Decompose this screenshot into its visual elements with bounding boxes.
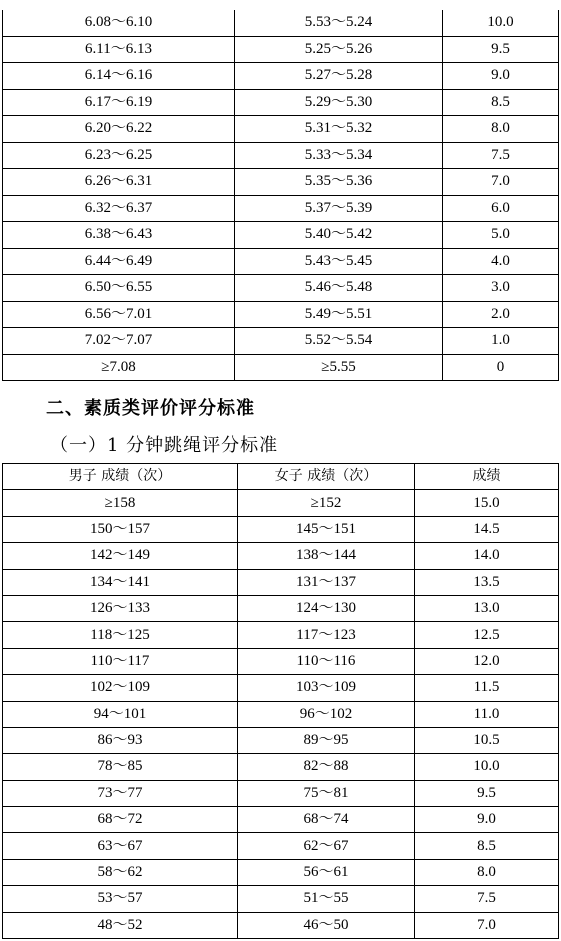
table-row [3, 10, 559, 36]
table-cell: 15.0 [415, 490, 559, 516]
table-cell: 63～67 [3, 833, 238, 859]
table-cell: 7.5 [415, 886, 559, 912]
run-score-table-body [3, 10, 559, 381]
table-row [3, 648, 559, 674]
table-cell: 126～133 [3, 595, 238, 621]
table-cell: ≥158 [3, 490, 238, 516]
table-cell: 5.35～5.36 [235, 169, 443, 196]
table-row [3, 807, 559, 833]
table-cell: 53～57 [3, 886, 238, 912]
table-row [3, 275, 559, 302]
table-cell: 0 [443, 354, 559, 381]
table-cell: 1.0 [443, 328, 559, 355]
table-cell: 9.5 [443, 36, 559, 63]
table-row [3, 622, 559, 648]
table-cell: 6.14～6.16 [3, 63, 235, 90]
table-cell: 138～144 [238, 543, 415, 569]
table-cell: 6.0 [443, 195, 559, 222]
table-row [3, 89, 559, 116]
table-cell: 102～109 [3, 675, 238, 701]
table-row [3, 569, 559, 595]
table-cell: 124～130 [238, 595, 415, 621]
table-cell: 7.0 [415, 912, 559, 938]
table-header-row [3, 464, 559, 490]
table-cell: 6.20～6.22 [3, 116, 235, 143]
table-cell: 8.5 [443, 89, 559, 116]
table-cell: 8.5 [415, 833, 559, 859]
table-row [3, 36, 559, 63]
table-cell: 11.0 [415, 701, 559, 727]
run-score-table [2, 10, 559, 381]
table-cell: 5.25～5.26 [235, 36, 443, 63]
table-row [3, 142, 559, 169]
table-cell: 5.37～5.39 [235, 195, 443, 222]
table-cell: 11.5 [415, 675, 559, 701]
table-cell: 48～52 [3, 912, 238, 938]
rope-skipping-score-table [2, 463, 559, 939]
table-cell: 117～123 [238, 622, 415, 648]
table-cell: 7.0 [443, 169, 559, 196]
table-cell: 110～116 [238, 648, 415, 674]
table-row [3, 701, 559, 727]
table-cell: 10.0 [443, 10, 559, 36]
table-cell: 12.0 [415, 648, 559, 674]
table-cell: 68～74 [238, 807, 415, 833]
header-points: 成绩 [415, 464, 559, 490]
table-row [3, 543, 559, 569]
table-cell: 86～93 [3, 727, 238, 753]
table-cell: 73～77 [3, 780, 238, 806]
table-cell: ≥7.08 [3, 354, 235, 381]
table-row [3, 490, 559, 516]
table-row [3, 248, 559, 275]
table-row [3, 195, 559, 222]
table-cell: 78～85 [3, 754, 238, 780]
table-cell: 118～125 [3, 622, 238, 648]
table-cell: 6.08～6.10 [3, 10, 235, 36]
table-cell: 5.43～5.45 [235, 248, 443, 275]
table-cell: 46～50 [238, 912, 415, 938]
table-row [3, 222, 559, 249]
table-cell: 10.5 [415, 727, 559, 753]
table-row [3, 912, 559, 938]
table-cell: 6.50～6.55 [3, 275, 235, 302]
table-cell: ≥5.55 [235, 354, 443, 381]
subsection-heading: （一）1 分钟跳绳评分标准 [50, 435, 279, 456]
table-cell: 131～137 [238, 569, 415, 595]
table-cell: 5.0 [443, 222, 559, 249]
table-row [3, 727, 559, 753]
table-cell: 9.0 [415, 807, 559, 833]
table-cell: 51～55 [238, 886, 415, 912]
table-cell: 5.33～5.34 [235, 142, 443, 169]
table-cell: 14.5 [415, 516, 559, 542]
table-row [3, 516, 559, 542]
table-cell: 2.0 [443, 301, 559, 328]
table-cell: ≥152 [238, 490, 415, 516]
section-heading: 二、素质类评价评分标准 [46, 398, 255, 419]
table-cell: 56～61 [238, 859, 415, 885]
table-cell: 142～149 [3, 543, 238, 569]
table-cell: 75～81 [238, 780, 415, 806]
table-cell: 3.0 [443, 275, 559, 302]
table-cell: 96～102 [238, 701, 415, 727]
table-row [3, 886, 559, 912]
table-cell: 62～67 [238, 833, 415, 859]
table-cell: 6.44～6.49 [3, 248, 235, 275]
table-row [3, 354, 559, 381]
table-cell: 110～117 [3, 648, 238, 674]
table-cell: 5.53～5.24 [235, 10, 443, 36]
table-row [3, 859, 559, 885]
table-cell: 14.0 [415, 543, 559, 569]
table-cell: 9.0 [443, 63, 559, 90]
table-row [3, 833, 559, 859]
header-female-score: 女子 成绩（次） [238, 464, 415, 490]
table-cell: 5.29～5.30 [235, 89, 443, 116]
table-row [3, 63, 559, 90]
table-cell: 58～62 [3, 859, 238, 885]
table-cell: 134～141 [3, 569, 238, 595]
table-row [3, 301, 559, 328]
table-cell: 6.38～6.43 [3, 222, 235, 249]
header-male-score: 男子 成绩（次） [3, 464, 238, 490]
table-cell: 5.49～5.51 [235, 301, 443, 328]
table-row [3, 780, 559, 806]
table-cell: 6.11～6.13 [3, 36, 235, 63]
table-cell: 12.5 [415, 622, 559, 648]
table-row [3, 754, 559, 780]
table-cell: 4.0 [443, 248, 559, 275]
table-cell: 6.17～6.19 [3, 89, 235, 116]
table-cell: 6.56～7.01 [3, 301, 235, 328]
table-cell: 94～101 [3, 701, 238, 727]
rope-skipping-table-body [3, 464, 559, 939]
table-cell: 13.0 [415, 595, 559, 621]
table-row [3, 328, 559, 355]
table-cell: 103～109 [238, 675, 415, 701]
table-cell: 7.02～7.07 [3, 328, 235, 355]
table-cell: 7.5 [443, 142, 559, 169]
table-cell: 5.52～5.54 [235, 328, 443, 355]
table-cell: 6.32～6.37 [3, 195, 235, 222]
table-cell: 8.0 [415, 859, 559, 885]
table-cell: 5.27～5.28 [235, 63, 443, 90]
table-cell: 145～151 [238, 516, 415, 542]
table-cell: 10.0 [415, 754, 559, 780]
table-cell: 9.5 [415, 780, 559, 806]
table-cell: 89～95 [238, 727, 415, 753]
table-cell: 6.26～6.31 [3, 169, 235, 196]
table-cell: 150～157 [3, 516, 238, 542]
table-cell: 5.46～5.48 [235, 275, 443, 302]
table-row [3, 595, 559, 621]
table-row [3, 675, 559, 701]
table-cell: 6.23～6.25 [3, 142, 235, 169]
table-cell: 5.40～5.42 [235, 222, 443, 249]
table-cell: 68～72 [3, 807, 238, 833]
table-cell: 13.5 [415, 569, 559, 595]
table-row [3, 116, 559, 143]
table-cell: 82～88 [238, 754, 415, 780]
table-row [3, 169, 559, 196]
table-cell: 8.0 [443, 116, 559, 143]
table-cell: 5.31～5.32 [235, 116, 443, 143]
